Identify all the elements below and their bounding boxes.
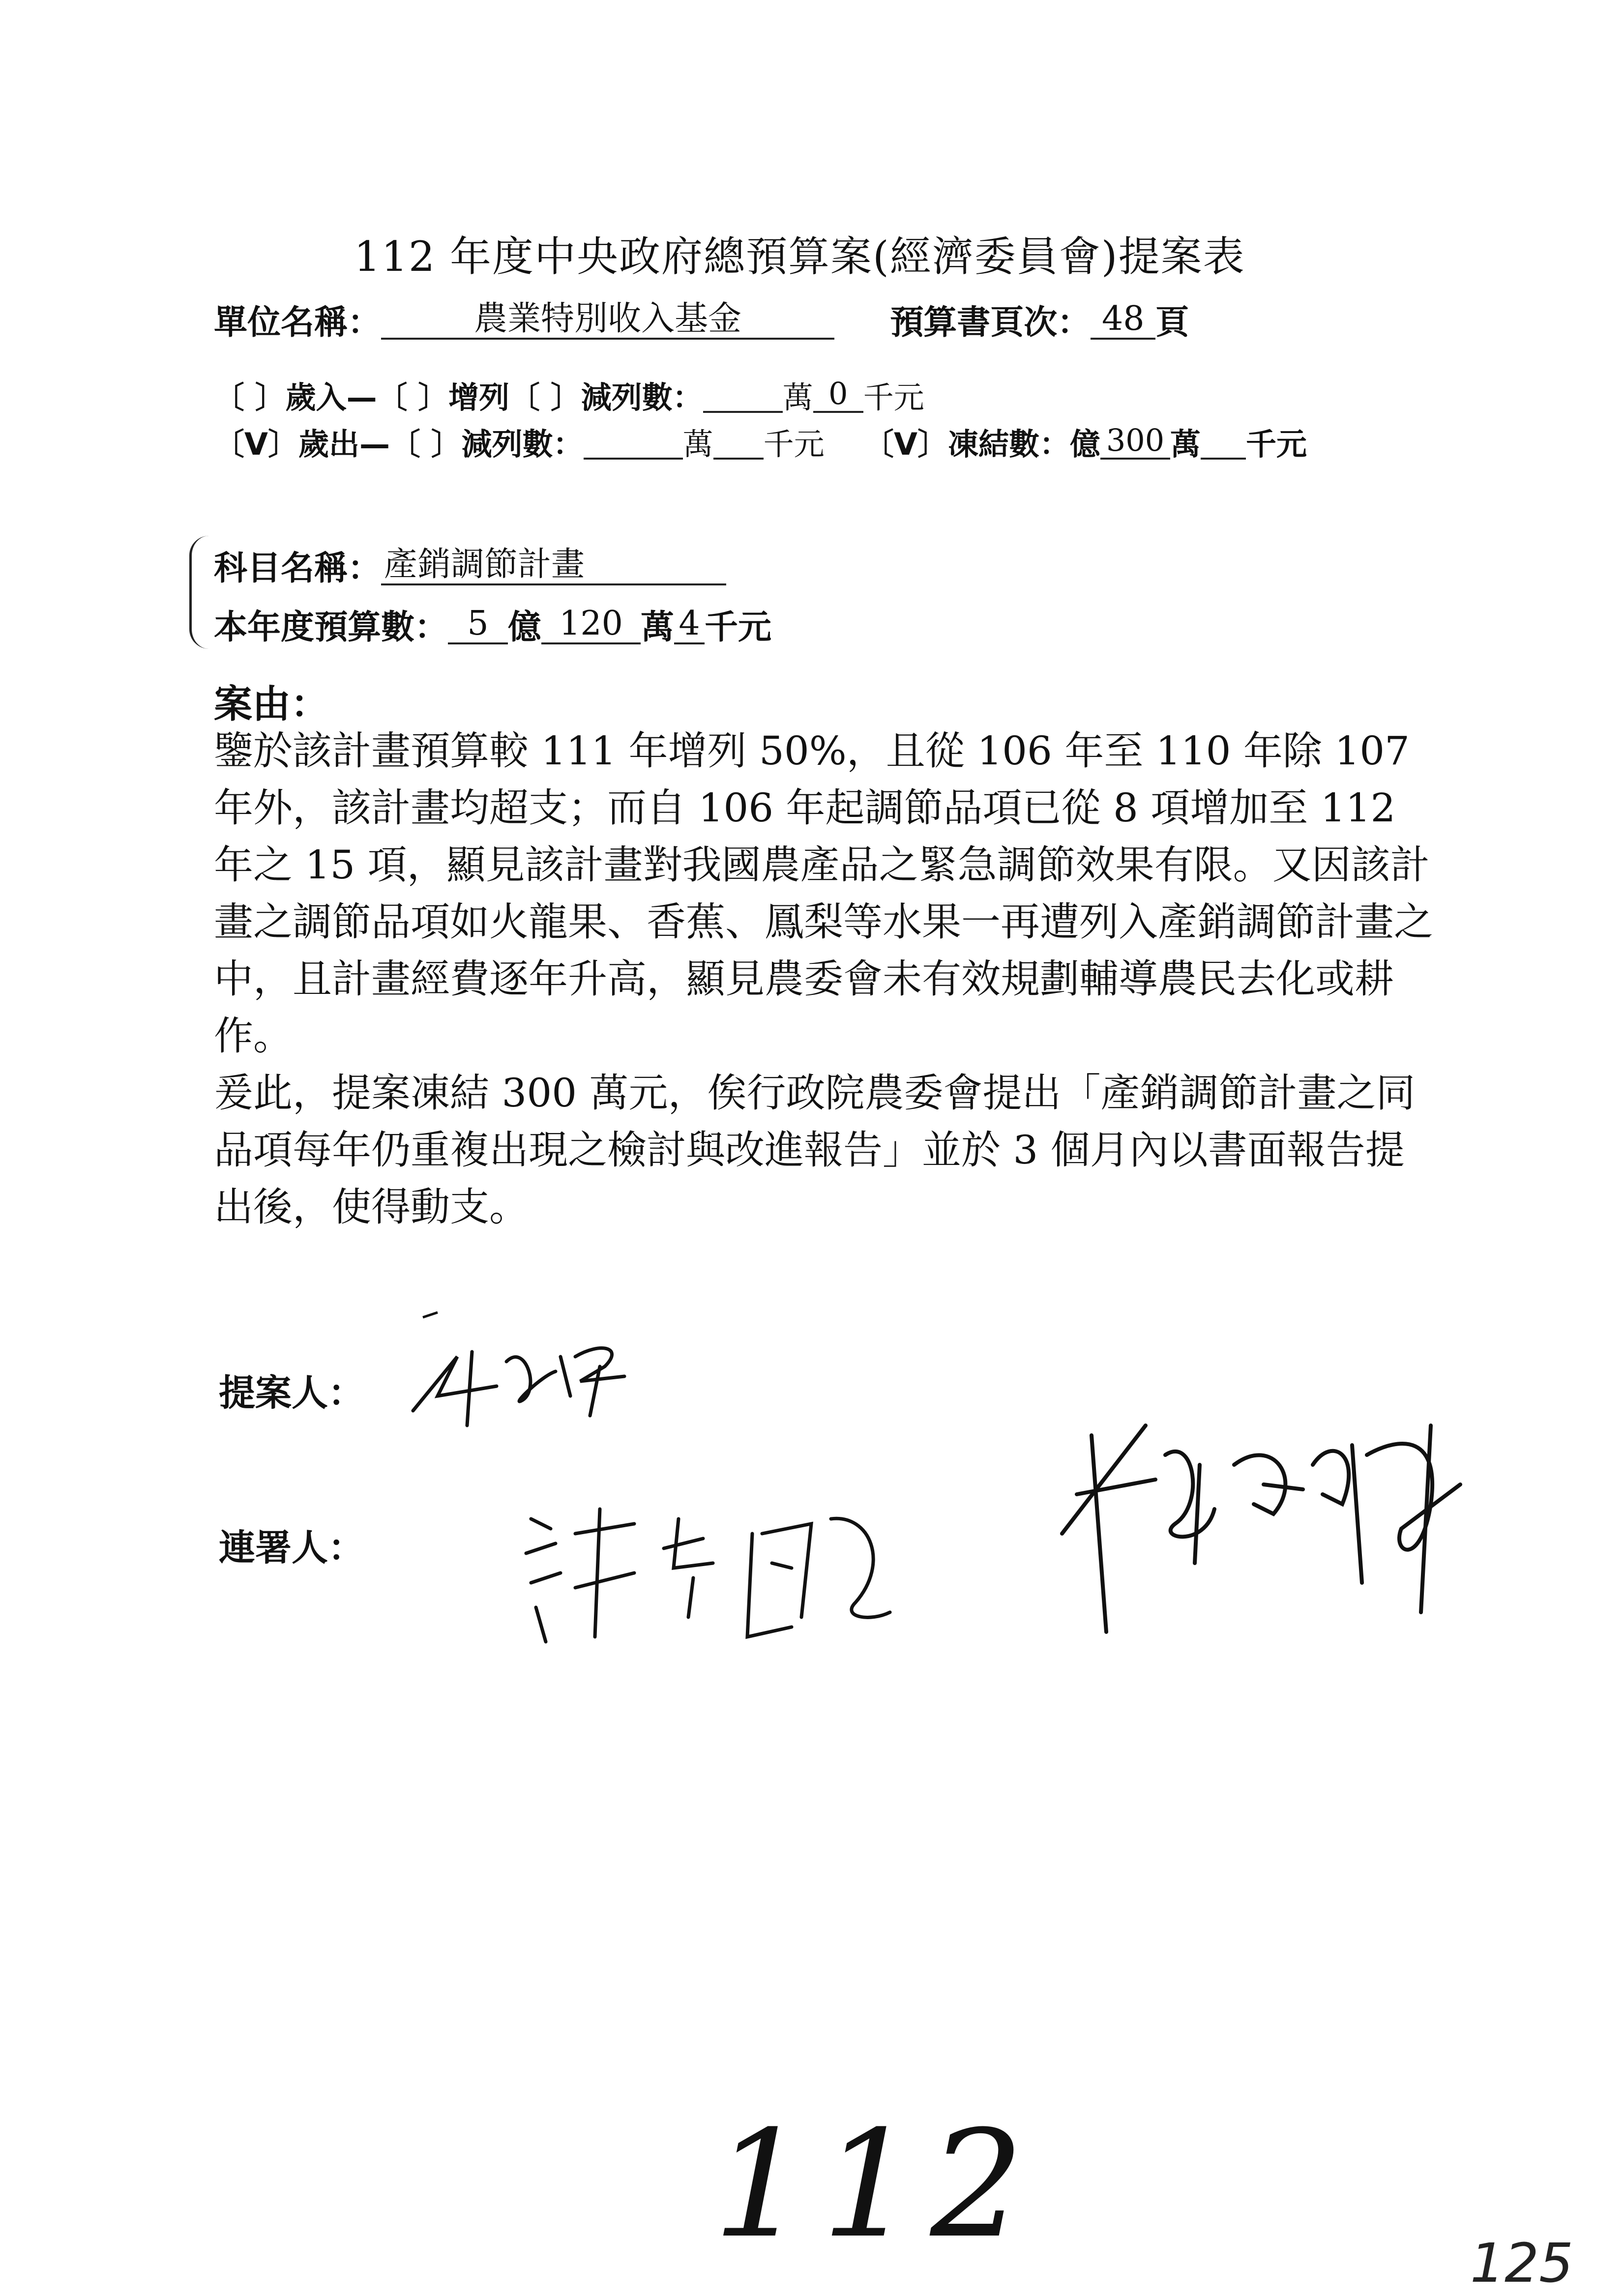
reason-body [214,723,1433,1236]
revenue-line [214,378,924,413]
revenue-wan-value [703,379,783,413]
page-number: 125 [1470,2232,1573,2295]
reason-label: 案由： [214,682,329,727]
budget-row [214,604,772,647]
cosigner-signature-1 [516,1489,983,1657]
reason-paragraph-1: 鑒於該計畫預算較 111 年增列 50%，且從 106 年至 110 年除 107 年外，該計畫均超支；而自 106 年起調節品項已從 8 項增加至 112 年之 15 項，顯見該計畫對我國農產品之緊急調節效果有限。又因該計畫之調節品項如火龍果、香蕉、鳳梨等水果一再遭列入產銷調節計畫之中，且計畫經費逐年升高，顯見農委會未有效規劃輔導農民去化或耕作。 [214,728,1433,1059]
freeze-prefix: 〔V〕凍結數：億 [863,426,1101,462]
reason-paragraph-2: 爰此，提案凍結 300 萬元，俟行政院農委會提出「產銷調節計畫之同品項每年仍重複出現之檢討與改進報告」並於 3 個月內以書面報告提出後，使得動支。 [214,1070,1416,1230]
subject-value: 產銷調節計畫 [381,548,726,585]
freeze-qian-value [1201,426,1246,460]
unit-value: 農業特別收入基金 [381,302,834,340]
budget-qian-unit: 千元 [705,608,772,647]
expense-prefix: 〔V〕歲出—〔 〕減列數： [214,426,584,462]
unit-row [214,299,1189,342]
unit-label: 單位名稱： [214,303,382,342]
subject-bracket [189,536,211,649]
revenue-qian-unit: 千元 [863,379,924,415]
freeze-qian-unit: 千元 [1246,426,1307,462]
revenue-wan-unit: 萬 [782,379,813,415]
budget-wan-unit: 萬 [641,608,675,647]
revenue-prefix: 〔 〕歲入—〔 〕增列〔 〕減列數： [214,379,703,415]
expense-qian-unit: 千元 [763,426,825,462]
page-ref-suffix: 頁 [1155,303,1189,342]
page-ref-label: 預算書頁次： [890,303,1091,342]
cosigner-signature-2 [1047,1406,1514,1661]
subject-label: 科目名稱： [214,549,382,588]
expense-line [214,422,1307,462]
budget-qian-value: 4 [674,607,705,644]
page-title: 112 年度中央政府總預算案(經濟委員會)提案表 [354,233,1245,281]
cosigner-label: 連署人： [219,1527,364,1569]
expense-wan-unit: 萬 [682,426,713,462]
budget-yi-unit: 億 [508,608,542,647]
budget-wan-value: 120 [541,607,641,644]
subject-row [214,545,726,588]
revenue-qian-value: 0 [813,378,863,413]
budget-yi-value: 5 [448,607,508,644]
expense-qian-value [713,426,764,460]
freeze-amount: 300 [1100,425,1170,460]
proposer-signature [393,1298,649,1445]
handwritten-number: 112 [713,2099,1039,2270]
page-ref-value: 48 [1091,302,1155,340]
budget-label: 本年度預算數： [214,608,448,647]
proposer-label: 提案人： [219,1372,364,1414]
expense-wan-value [584,426,683,460]
freeze-wan-unit: 萬 [1170,426,1201,462]
